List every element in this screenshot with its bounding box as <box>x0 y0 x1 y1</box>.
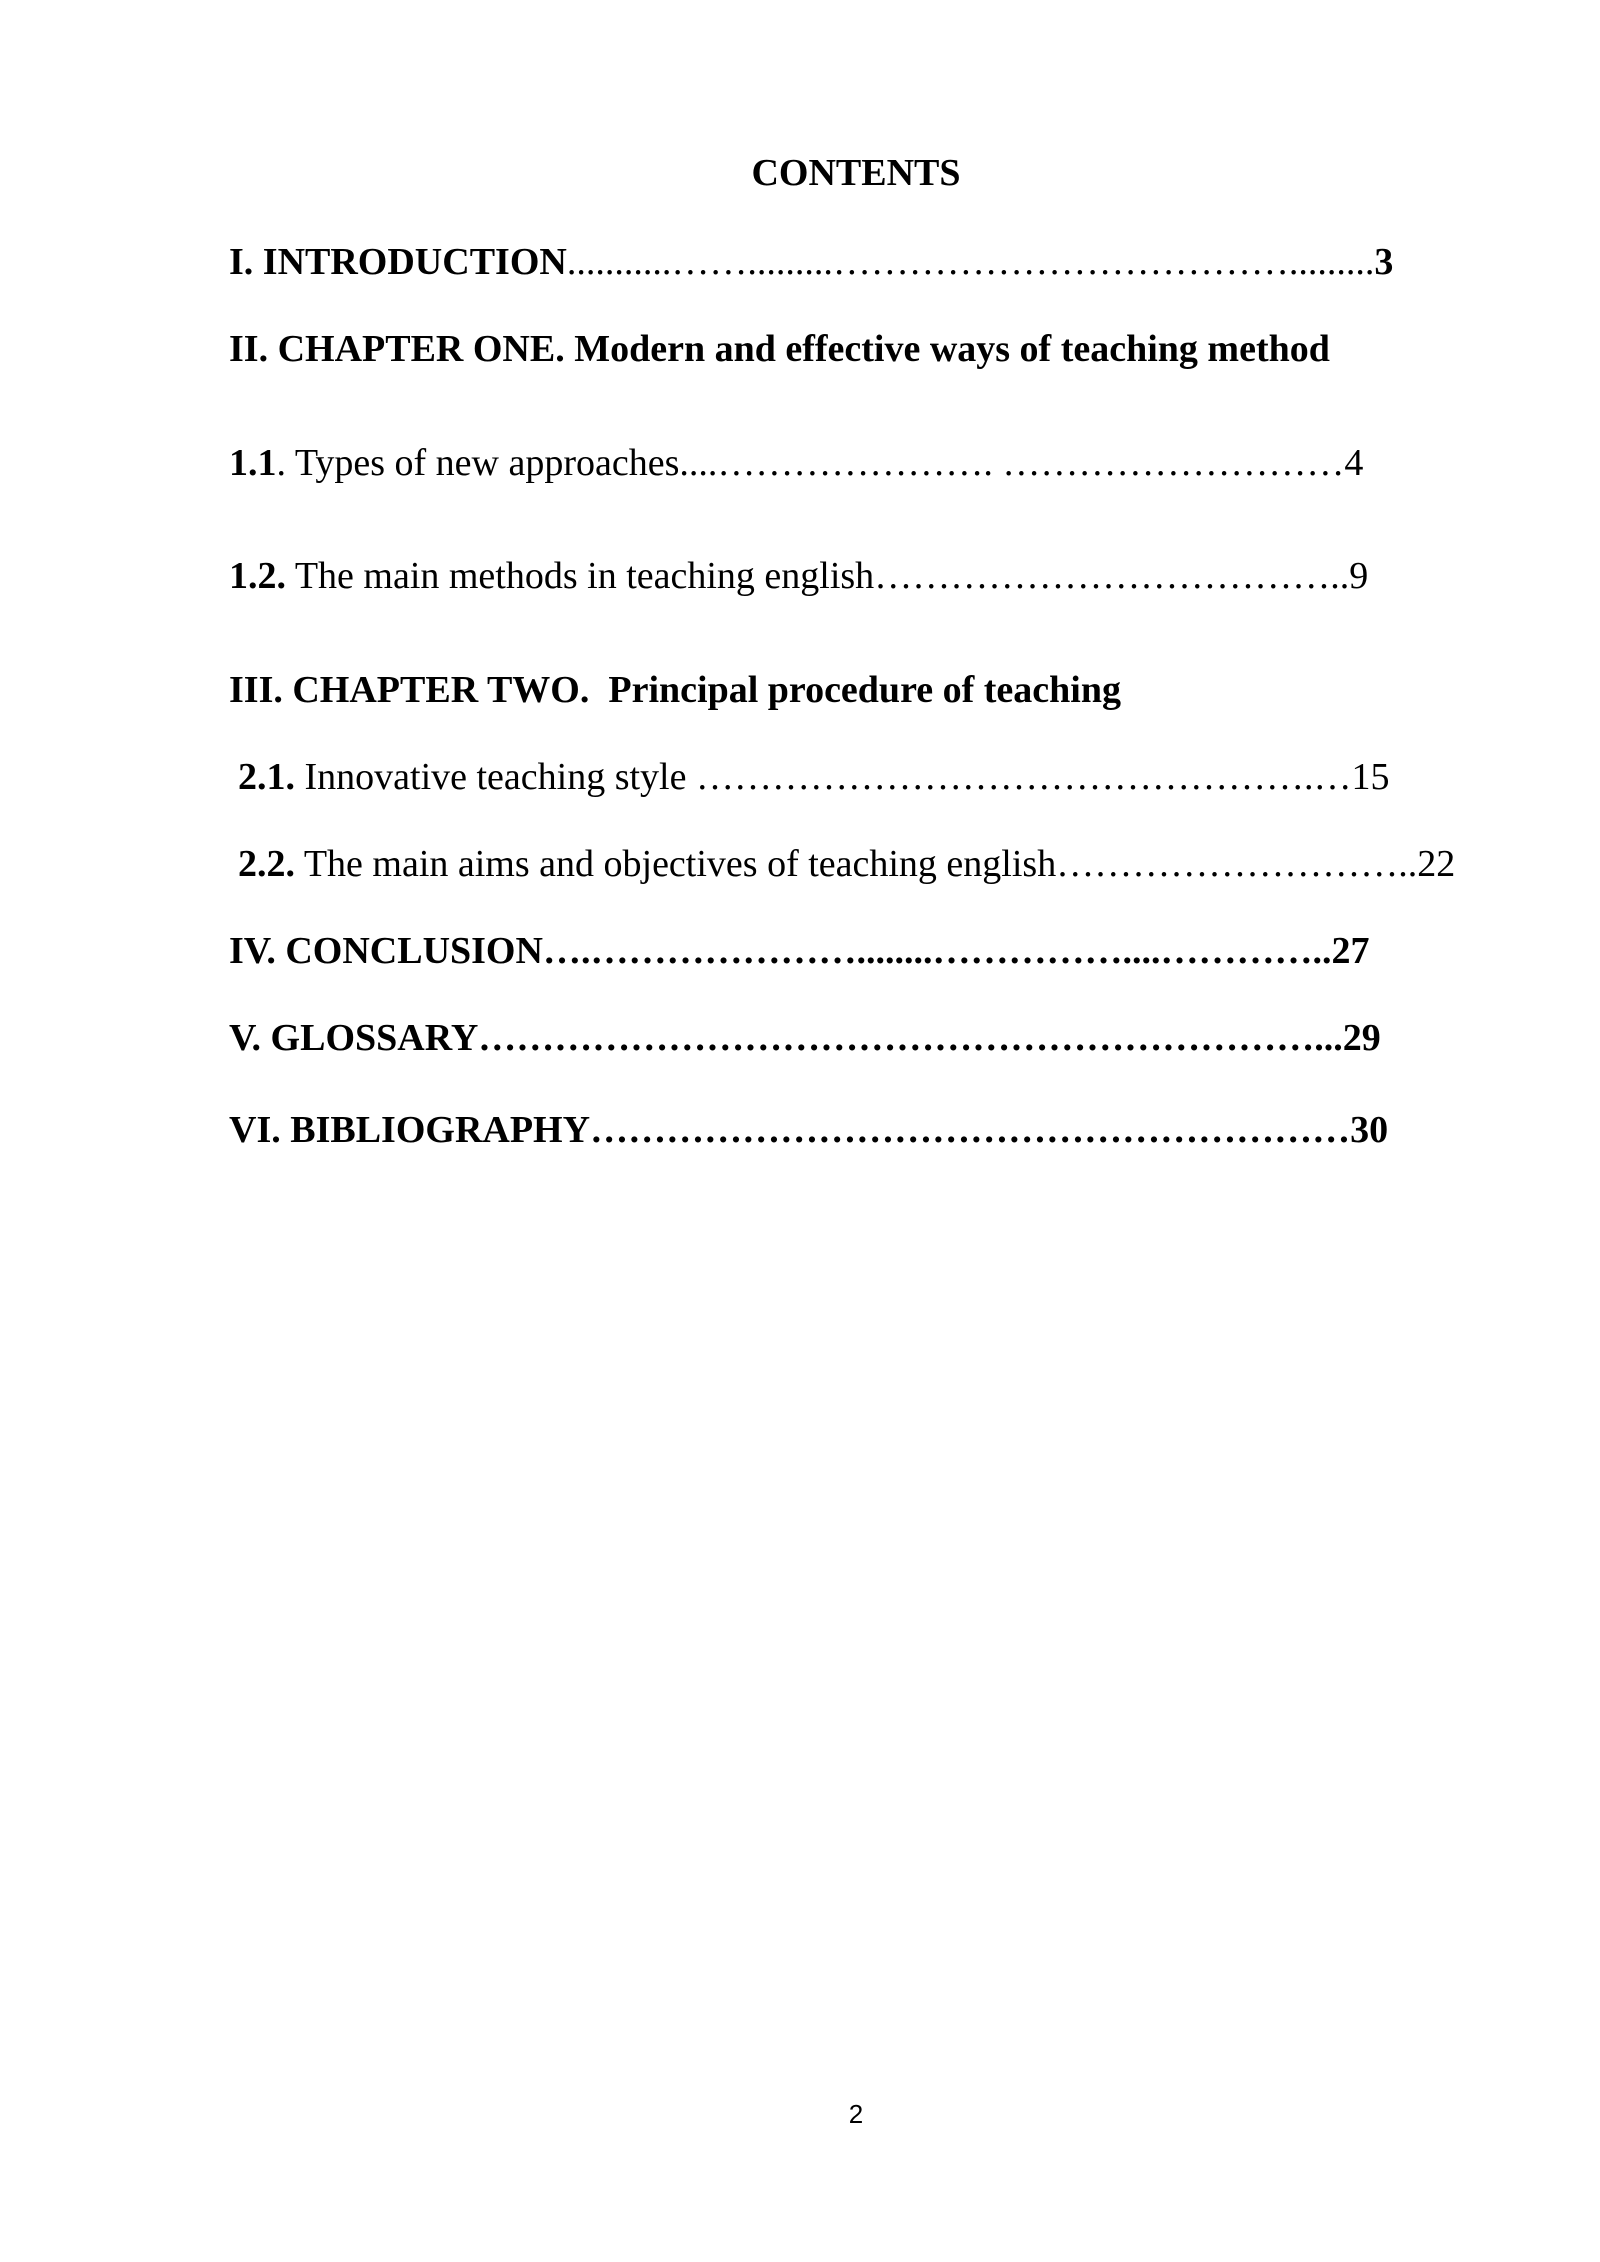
toc-entry-conclusion <box>229 928 1369 974</box>
toc-entry-label: III. CHAPTER TWO. Principal procedure of teaching <box>229 669 1121 711</box>
toc-section-number: 1.2. <box>229 555 286 597</box>
toc-leader: ……………………….. <box>1056 843 1418 885</box>
toc-page-number: 15 <box>1351 756 1390 798</box>
toc-page-number: 22 <box>1417 843 1456 885</box>
toc-page-number: 4 <box>1344 442 1364 484</box>
toc-entry-label: V. GLOSSARY <box>229 1017 479 1059</box>
toc-entry-section-1-1 <box>229 440 1363 486</box>
toc-leader: ....…………………. ……………………… <box>679 442 1345 484</box>
toc-entry-introduction <box>229 239 1393 285</box>
toc-page-number: 9 <box>1349 555 1369 597</box>
toc-entry-bibliography <box>229 1107 1388 1153</box>
toc-entry-label: IV. CONCLUSION <box>229 930 543 972</box>
toc-leader: ...........…….........………………………………......... <box>566 241 1375 283</box>
toc-entry-label: . Types of new approaches <box>276 442 680 484</box>
page-number: 2 <box>848 2099 864 2129</box>
toc-entry-glossary <box>229 1015 1381 1061</box>
page-title: CONTENTS <box>751 152 961 194</box>
toc-page-number: 27 <box>1331 930 1370 972</box>
toc-entry-section-1-2 <box>229 553 1368 599</box>
toc-page-number: 29 <box>1342 1017 1381 1059</box>
toc-leader: …………………………………………………………... <box>478 1017 1343 1059</box>
toc-entry-label: I. INTRODUCTION <box>229 241 567 283</box>
toc-leader: ………………………………………….… <box>696 756 1352 798</box>
toc-leader: ….…………………........……………....………….. <box>542 930 1332 972</box>
toc-section-number: 1.1 <box>229 442 277 484</box>
toc-page-number: 3 <box>1374 241 1394 283</box>
toc-entry-label: II. CHAPTER ONE. Modern and effective ways of teaching method <box>229 328 1330 370</box>
toc-entry-section-2-1 <box>238 754 1390 800</box>
toc-entry-section-2-2 <box>238 841 1455 887</box>
toc-entry-chapter-two <box>229 667 1121 713</box>
toc-section-number: 2.1. <box>238 756 295 798</box>
toc-page-number: 30 <box>1350 1109 1389 1151</box>
toc-entry-label: Innovative teaching style <box>295 756 696 798</box>
toc-entry-label: The main methods in teaching english <box>286 555 875 597</box>
toc-leader: …………………………………………………… <box>590 1109 1351 1151</box>
toc-entry-chapter-one <box>229 326 1330 372</box>
toc-entry-label: VI. BIBLIOGRAPHY <box>229 1109 591 1151</box>
toc-section-number: 2.2. <box>238 843 295 885</box>
toc-leader: ……………………………….. <box>874 555 1350 597</box>
toc-entry-label: The main aims and objectives of teaching english <box>295 843 1057 885</box>
